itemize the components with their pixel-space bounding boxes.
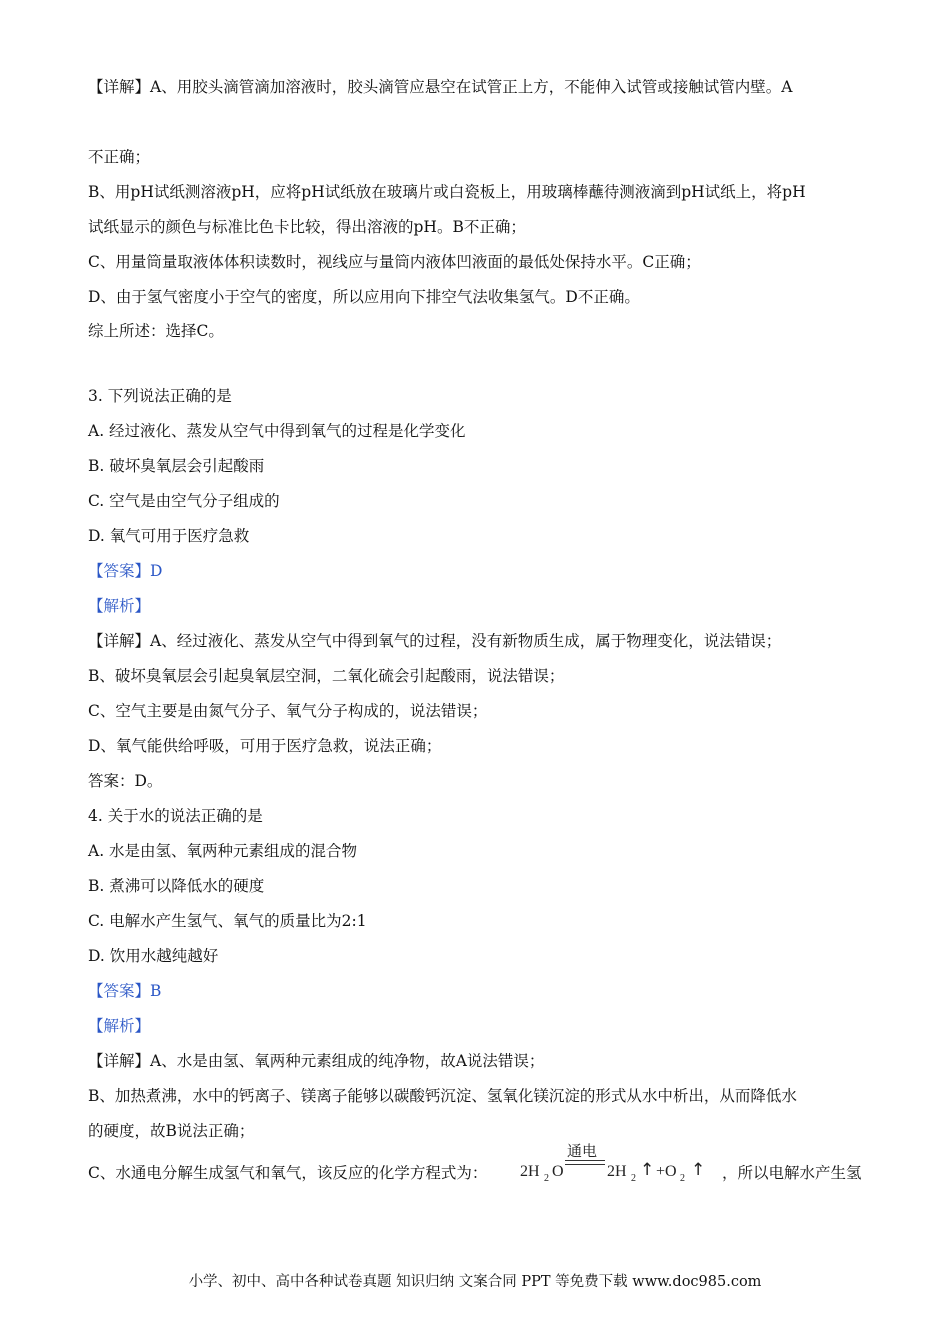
text-line: 3. 下列说法正确的是 xyxy=(88,387,232,405)
text-line: C、水通电分解生成氢气和氧气，该反应的化学方程式为： xyxy=(88,1164,488,1182)
equation-lhs: 2H xyxy=(520,1163,540,1180)
reaction-condition: 通电 xyxy=(567,1142,598,1160)
equation-rhs2: +O xyxy=(656,1163,677,1180)
gas-arrow-1: ↑ xyxy=(640,1160,655,1180)
text-line: B. 破坏臭氧层会引起酸雨 xyxy=(88,457,265,475)
equation-lhs-oxygen: O xyxy=(552,1163,564,1180)
text-line: 【详解】A、水是由氢、氧两种元素组成的纯净物，故A说法错误； xyxy=(88,1052,545,1070)
page-footer: 小学、初中、高中各种试卷真题 知识归纳 文案合同 PPT 等免费下载 www.doc985.com xyxy=(188,1274,762,1290)
text-line: 4. 关于水的说法正确的是 xyxy=(88,807,263,825)
equation-tail-text: ，所以电解水产生氢 xyxy=(722,1164,862,1182)
text-line: B、加热煮沸，水中的钙离子、镁离子能够以碳酸钙沉淀、氢氧化镁沉淀的形式从水中析出，从而降低水 xyxy=(88,1087,797,1105)
text-line: B. 煮沸可以降低水的硬度 xyxy=(88,877,265,895)
equation-rhs1-subscript: 2 xyxy=(631,1173,636,1184)
equation-lhs-subscript: 2 xyxy=(544,1173,549,1184)
text-line: 答案：D。 xyxy=(88,772,163,790)
text-line: D、氧气能供给呼吸，可用于医疗急救，说法正确； xyxy=(88,737,442,755)
text-line: C. 空气是由空气分子组成的 xyxy=(88,492,280,510)
equation-rhs2-subscript: 2 xyxy=(680,1173,685,1184)
chemical-equation xyxy=(520,1140,720,1190)
text-line: C. 电解水产生氢气、氧气的质量比为2:1 xyxy=(88,912,367,930)
reaction-equals-line xyxy=(565,1160,605,1161)
text-line: D. 氧气可用于医疗急救 xyxy=(88,527,250,545)
text-line: C、空气主要是由氮气分子、氧气分子构成的，说法错误； xyxy=(88,702,488,720)
text-line: C、用量筒量取液体体积读数时，视线应与量筒内液体凹液面的最低处保持水平。C正确； xyxy=(88,253,701,271)
text-line: 【答案】B xyxy=(88,982,162,1000)
text-line: 【解析】 xyxy=(88,597,151,615)
text-line: 不正确； xyxy=(88,148,151,166)
text-line: B、用pH试纸测溶液pH，应将pH试纸放在玻璃片或白瓷板上，用玻璃棒蘸待测液滴到pH试纸上，将pH xyxy=(88,183,806,201)
equation-rhs1: 2H xyxy=(607,1163,627,1180)
reaction-equals-line-2 xyxy=(565,1164,605,1165)
text-line: 的硬度，故B说法正确； xyxy=(88,1122,255,1140)
text-line: 【答案】D xyxy=(88,562,163,580)
text-line: A. 水是由氢、氧两种元素组成的混合物 xyxy=(88,842,358,860)
text-line: 【详解】A、用胶头滴管滴加溶液时，胶头滴管应悬空在试管正上方，不能伸入试管或接触试管内壁。A xyxy=(88,78,793,96)
text-line: D、由于氢气密度小于空气的密度，所以应用向下排空气法收集氢气。D不正确。 xyxy=(88,288,640,306)
text-line: D. 饮用水越纯越好 xyxy=(88,947,219,965)
text-line: A. 经过液化、蒸发从空气中得到氧气的过程是化学变化 xyxy=(88,422,466,440)
text-line: 【解析】 xyxy=(88,1017,151,1035)
text-line: 综上所述：选择C。 xyxy=(88,322,224,340)
text-line: 试纸显示的颜色与标准比色卡比较，得出溶液的pH。B不正确； xyxy=(88,218,526,236)
gas-arrow-2: ↑ xyxy=(691,1160,706,1180)
text-line: 【详解】A、经过液化、蒸发从空气中得到氧气的过程，没有新物质生成，属于物理变化，说法错误； xyxy=(88,632,782,650)
text-line: B、破坏臭氧层会引起臭氧层空洞，二氧化硫会引起酸雨，说法错误； xyxy=(88,667,565,685)
